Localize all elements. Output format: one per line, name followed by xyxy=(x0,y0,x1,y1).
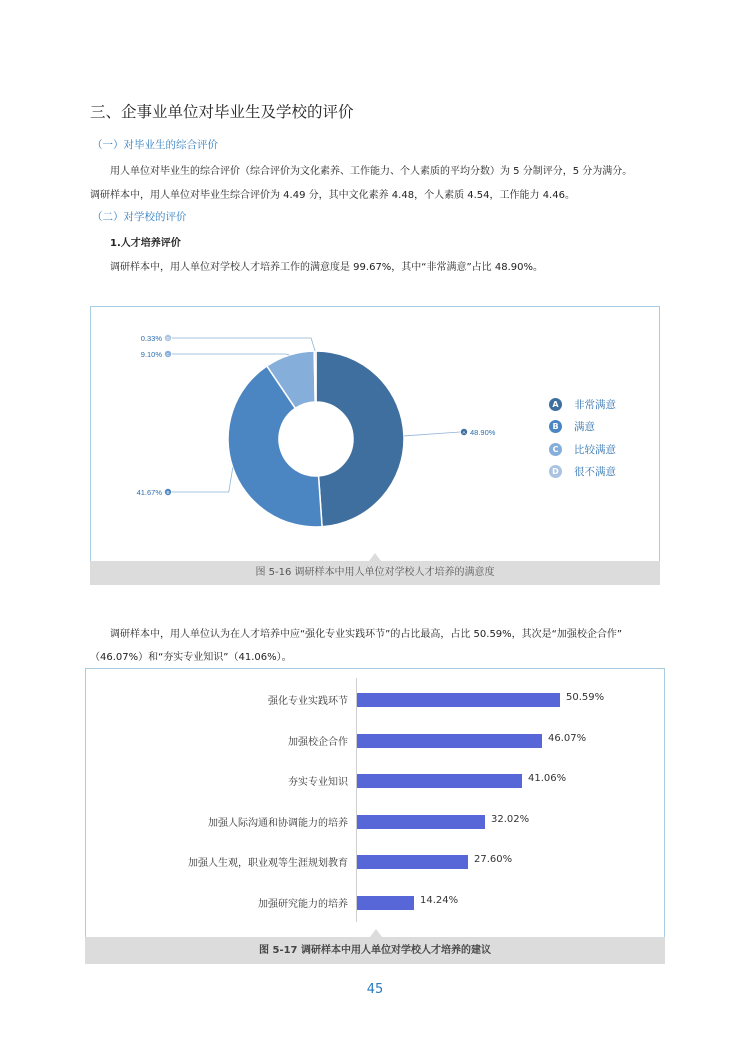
bar-category-label: 加强人生观，职业观等生涯规划教育 xyxy=(188,858,348,870)
paragraph-suggestions-line1: 调研样本中，用人单位认为在人才培养中应“强化专业实践环节”的占比最高，占比 50.59%，其次是“加强校企合作” xyxy=(110,629,623,640)
paragraph-suggestions-line2: （46.07%）和“夯实专业知识”（41.06%）。 xyxy=(90,652,292,663)
bar xyxy=(357,896,414,910)
page-number: 45 xyxy=(366,982,384,997)
bar-category-label: 加强研究能力的培养 xyxy=(258,899,348,910)
legend-item-d xyxy=(549,464,616,480)
chart1-caption: 图 5-16 调研样本中用人单位对学校人才培养的满意度 xyxy=(90,561,660,585)
legend-marker: B xyxy=(549,420,562,433)
subheading-talent-training: 1.人才培养评价 xyxy=(110,238,181,249)
bar xyxy=(357,855,468,869)
leader-line-b xyxy=(172,468,233,492)
leader-line-c xyxy=(172,354,289,355)
legend-label: 满意 xyxy=(574,421,595,433)
section-heading: 三、企事业单位对毕业生及学校的评价 xyxy=(90,103,354,121)
legend-label: 很不满意 xyxy=(574,466,616,478)
legend-item-c xyxy=(549,441,616,457)
leader-line-d xyxy=(172,338,315,351)
bar xyxy=(357,693,560,707)
slice-marker-letter: B xyxy=(166,490,170,495)
legend-item-b xyxy=(549,419,595,435)
leader-line-a xyxy=(404,432,460,436)
bar-category-label: 加强校企合作 xyxy=(288,736,348,748)
chart2-caption: 图 5-17 调研样本中用人单位对学校人才培养的建议 xyxy=(85,937,665,964)
bar-chart-axis xyxy=(356,678,357,922)
bar-value-label: 14.24% xyxy=(420,895,459,906)
legend-label: 比较满意 xyxy=(574,443,616,456)
donut-slice-d xyxy=(314,351,316,402)
slice-value-label: 9.10% xyxy=(140,350,162,359)
bar-value-label: 41.06% xyxy=(528,773,567,785)
caption-pointer xyxy=(370,929,382,937)
donut-slice-a xyxy=(316,351,404,527)
bar xyxy=(357,815,485,829)
slice-marker-letter: C xyxy=(166,352,170,357)
bar-value-label: 46.07% xyxy=(548,732,587,744)
legend-marker: D xyxy=(549,465,562,478)
legend-label: 非常满意 xyxy=(574,398,616,411)
slice-marker-letter: A xyxy=(462,430,466,435)
bar-value-label: 50.59% xyxy=(566,692,605,703)
subheading-graduate-evaluation: （一）对毕业生的综合评价 xyxy=(92,139,218,151)
legend-marker: A xyxy=(549,398,562,411)
subheading-school-evaluation: （二）对学校的评价 xyxy=(92,211,187,223)
slice-marker-letter: D xyxy=(166,336,170,341)
paragraph-satisfaction: 调研样本中，用人单位对学校人才培养工作的满意度是 99.67%，其中“非常满意”占比 48.90%。 xyxy=(110,262,543,273)
bar-category-label: 夯实专业知识 xyxy=(288,777,348,789)
caption-pointer xyxy=(369,553,381,561)
slice-value-label: 0.33% xyxy=(140,334,162,343)
bar-value-label: 27.60% xyxy=(474,854,513,866)
paragraph-evaluation-line1: 用人单位对毕业生的综合评价（综合评价为文化素养、工作能力、个人素质的平均分数）为 5 分制评分，5 分为满分。 xyxy=(110,166,633,177)
slice-value-label: 48.90% xyxy=(470,428,496,437)
bar-value-label: 32.02% xyxy=(491,813,530,825)
paragraph-evaluation-line2: 调研样本中，用人单位对毕业生综合评价为 4.49 分，其中文化素养 4.48，个人素质 4.54，工作能力 4.46。 xyxy=(90,190,575,201)
bar-category-label: 强化专业实践环节 xyxy=(268,696,348,707)
legend-item-a xyxy=(549,396,616,412)
bar-category-label: 加强人际沟通和协调能力的培养 xyxy=(208,817,348,829)
bar xyxy=(357,774,522,788)
slice-value-label: 41.67% xyxy=(136,488,162,497)
bar xyxy=(357,734,542,748)
legend-marker: C xyxy=(549,443,562,456)
